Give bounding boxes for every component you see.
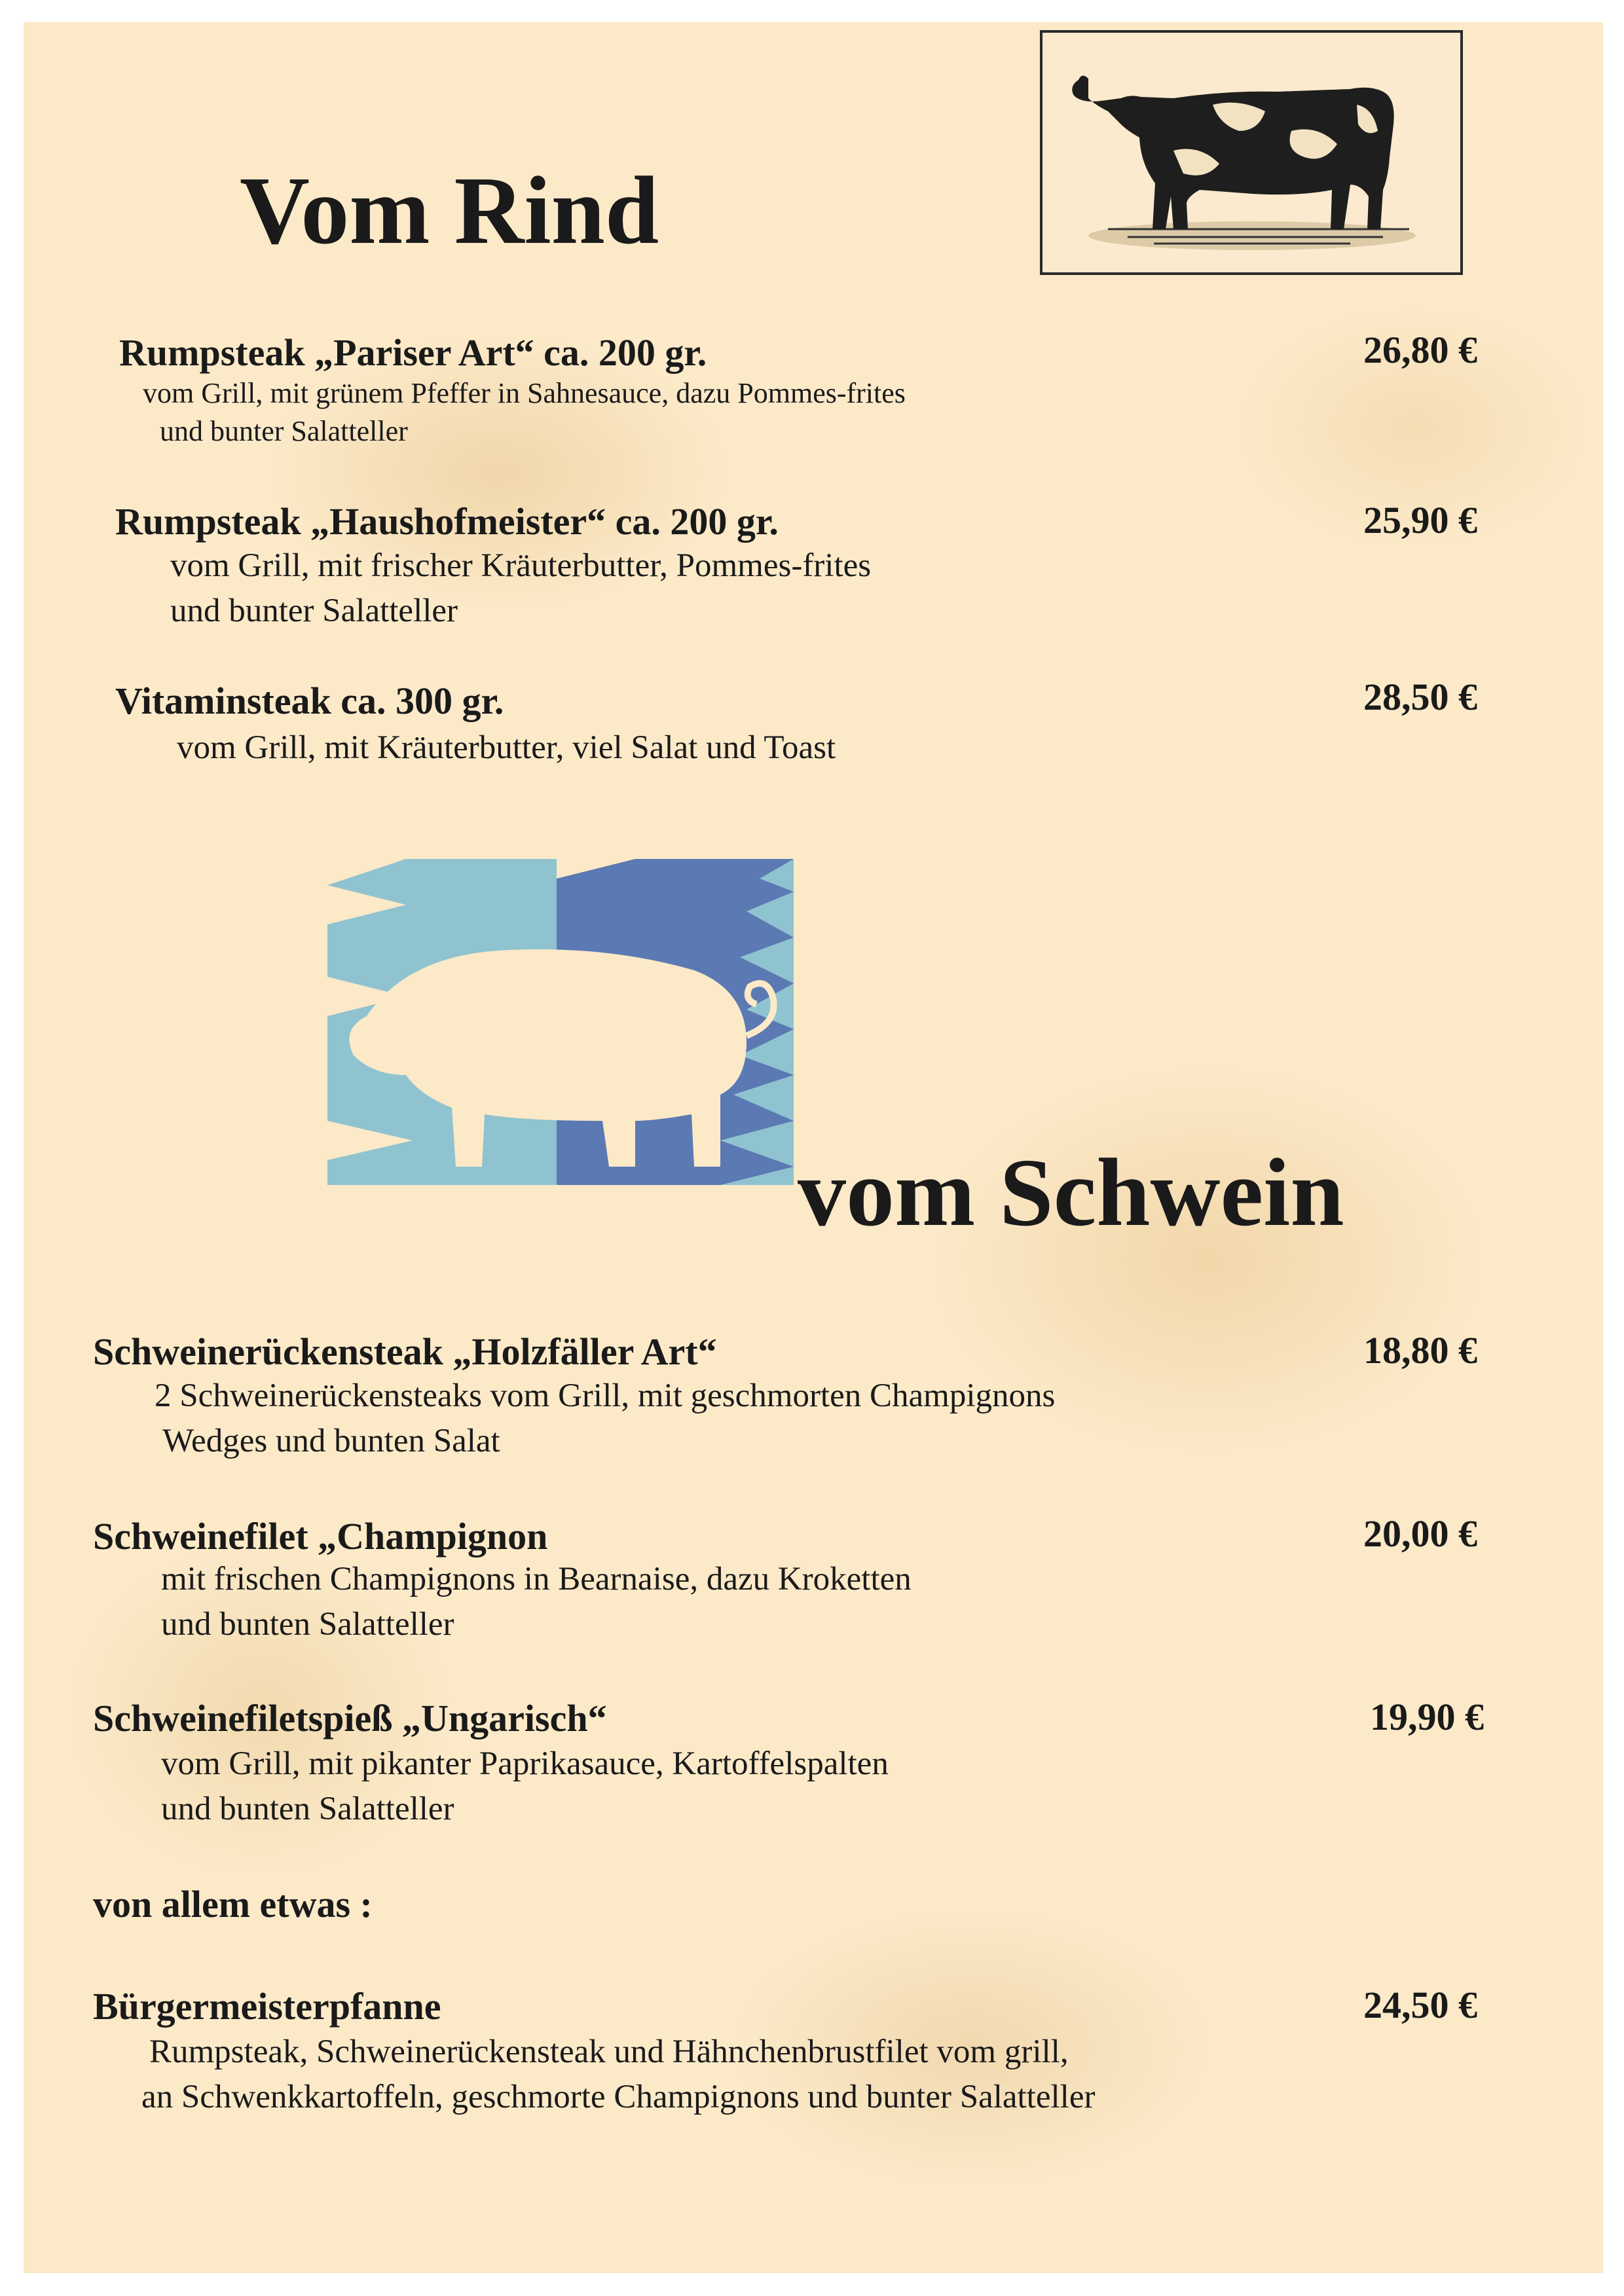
section-title-schwein: vom Schwein [798, 1139, 1344, 1247]
menu-item-description: vom Grill, mit Kräuterbutter, viel Salat und Toast [177, 729, 836, 766]
menu-item-name: Rumpsteak „Pariser Art“ ca. 200 gr. [119, 331, 707, 374]
menu-item-description: an Schwenkkartoffeln, geschmorte Champignons und bunter Salatteller [141, 2079, 1096, 2115]
menu-item-price: 26,80 € [1363, 329, 1477, 371]
menu-item-description: 2 Schweinerückensteaks vom Grill, mit geschmorten Champignons [155, 1377, 1056, 1414]
menu-item-price: 20,00 € [1363, 1512, 1477, 1555]
cow-illustration-frame [1040, 30, 1463, 275]
menu-item-price: 18,80 € [1363, 1329, 1477, 1372]
menu-item-description: Wedges und bunten Salat [162, 1423, 500, 1459]
menu-item-description: und bunter Salatteller [160, 415, 408, 447]
menu-item-description: vom Grill, mit grünem Pfeffer in Sahnesauce, dazu Pommes-frites [143, 377, 906, 409]
menu-item-name: Schweinerückensteak „Holzfäller Art“ [93, 1330, 717, 1373]
menu-item-description: vom Grill, mit pikanter Paprikasauce, Kartoffelspalten [161, 1745, 889, 1782]
menu-item-price: 19,90 € [1370, 1696, 1484, 1738]
cow-icon [1043, 33, 1460, 272]
section-title-rind: Vom Rind [240, 157, 659, 264]
menu-item-description: mit frischen Champignons in Bearnaise, dazu Kroketten [161, 1561, 912, 1597]
menu-item-description: und bunten Salatteller [161, 1606, 454, 1643]
menu-item-description: vom Grill, mit frischer Kräuterbutter, Pommes-frites [170, 547, 872, 584]
menu-item-name: Schweinefilet „Champignon [93, 1515, 548, 1558]
menu-item-price: 25,90 € [1363, 499, 1477, 541]
pig-illustration [327, 859, 794, 1185]
menu-item-name: Rumpsteak „Haushofmeister“ ca. 200 gr. [115, 500, 779, 543]
menu-item-name: Bürgermeisterpfanne [93, 1985, 441, 2028]
menu-item-price: 28,50 € [1363, 676, 1477, 718]
menu-item-description: und bunter Salatteller [170, 592, 458, 629]
pig-icon [327, 859, 794, 1185]
menu-item-description: Rumpsteak, Schweinerückensteak und Hähnchenbrustfilet vom grill, [149, 2033, 1069, 2070]
menu-item-name: Schweinefiletspieß „Ungarisch“ [93, 1697, 607, 1740]
menu-item-price: 24,50 € [1363, 1984, 1477, 2026]
menu-item-name: Vitaminsteak ca. 300 gr. [115, 680, 504, 722]
section-title-gemischt: von allem etwas : [93, 1883, 373, 1925]
menu-item-description: und bunten Salatteller [161, 1791, 454, 1827]
